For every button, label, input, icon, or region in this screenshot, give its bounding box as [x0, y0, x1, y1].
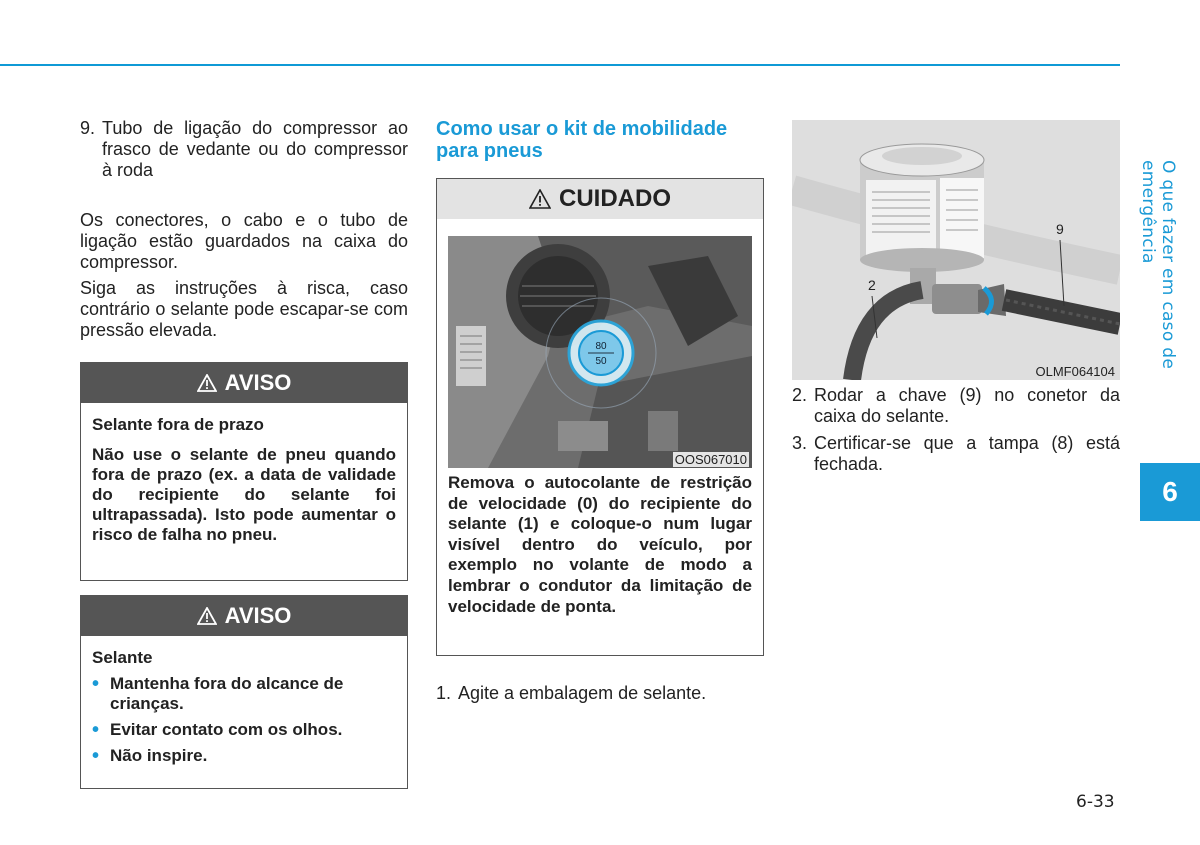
sticker-50-label: 50: [595, 356, 607, 367]
warning-box-sealant: [80, 595, 408, 789]
warning-subtitle: Selante: [92, 648, 153, 667]
caution-text: Remova o autocolante de restrição de velocidade (0) do recipiente do selante (1) e coloque-o num lugar visível dentro do veículo, por exemplo no volante de modo a lembrar o condutor da limitação de velocidade de ponta.: [448, 473, 752, 616]
warning-subtitle: Selante fora de prazo: [92, 415, 264, 434]
step-3: [792, 433, 1120, 475]
warning-box-expired: [80, 362, 408, 581]
bullet-dot-icon: •: [92, 673, 100, 695]
warning-title: AVISO: [224, 370, 292, 395]
callout-2: 2: [868, 277, 876, 293]
paragraph-connectors: Os conectores, o cabo e o tubo de ligação estão guardados na caixa do compressor.: [80, 210, 408, 272]
warning-title: AVISO: [224, 603, 292, 628]
caution-box: [436, 178, 764, 656]
column-right: [792, 118, 1120, 475]
warning-triangle-icon: [197, 374, 217, 392]
chapter-number-tab: 6: [1140, 463, 1200, 521]
dashboard-illustration: [448, 236, 752, 468]
bullet-item: [92, 674, 396, 714]
step-2: [792, 385, 1120, 427]
step-1: [436, 683, 764, 704]
warning-body: [81, 403, 407, 557]
compressor-photo: [792, 120, 1120, 380]
bullet-text: Não inspire.: [110, 746, 208, 765]
column-left: [80, 118, 408, 789]
step-text: Agite a embalagem de selante.: [458, 683, 707, 703]
bullet-text: Evitar contato com os olhos.: [110, 720, 343, 739]
caution-title: CUIDADO: [559, 185, 671, 212]
bullet-list: [92, 674, 396, 766]
dashboard-photo: [448, 236, 752, 468]
callout-9: 9: [1056, 221, 1064, 237]
warning-header: [81, 596, 407, 636]
list-text: Tubo de ligação do compressor ao frasco de vedante ou do compressor à roda: [102, 118, 408, 180]
list-item-9: [80, 118, 408, 181]
photo-code: OOS067010: [674, 452, 747, 467]
sealant-bottle-illustration: [792, 120, 1120, 380]
caution-header: [437, 179, 763, 219]
step-number: 3.: [792, 433, 808, 453]
photo-code: OLMF064104: [1035, 364, 1115, 379]
paragraph-instructions: Siga as instruções à risca, caso contrário o selante pode escapar-se com pressão elevada.: [80, 278, 408, 340]
chapter-side-title: O que fazer em caso de emergência: [1138, 160, 1178, 370]
column-middle: [436, 118, 764, 704]
list-number: 9.: [80, 118, 96, 138]
warning-body: [81, 636, 407, 778]
section-heading: Como usar o kit de mobilidade para pneus: [436, 118, 728, 162]
bullet-text: Mantenha fora do alcance de crianças.: [110, 674, 344, 713]
page-number: 6-33: [1076, 792, 1115, 812]
caution-triangle-icon: [529, 189, 551, 209]
top-rule: [0, 64, 1120, 66]
bullet-dot-icon: •: [92, 745, 100, 767]
step-number: 1.: [436, 683, 452, 703]
caution-body: [437, 468, 763, 617]
bullet-dot-icon: •: [92, 719, 100, 741]
warning-text: Não use o selante de pneu quando fora de prazo (ex. a data de validade do recipiente do selante foi ultrapassada). Isto pode aumentar o risco de falha no pneu.: [92, 445, 396, 544]
warning-header: [81, 363, 407, 403]
step-text: Rodar a chave (9) no conetor da caixa do selante.: [814, 385, 1120, 426]
sticker-80-label: 80: [595, 341, 607, 352]
step-text: Certificar-se que a tampa (8) está fechada.: [814, 433, 1120, 474]
bullet-item: [92, 720, 396, 740]
bullet-item: [92, 746, 396, 766]
step-number: 2.: [792, 385, 808, 405]
warning-triangle-icon: [197, 607, 217, 625]
